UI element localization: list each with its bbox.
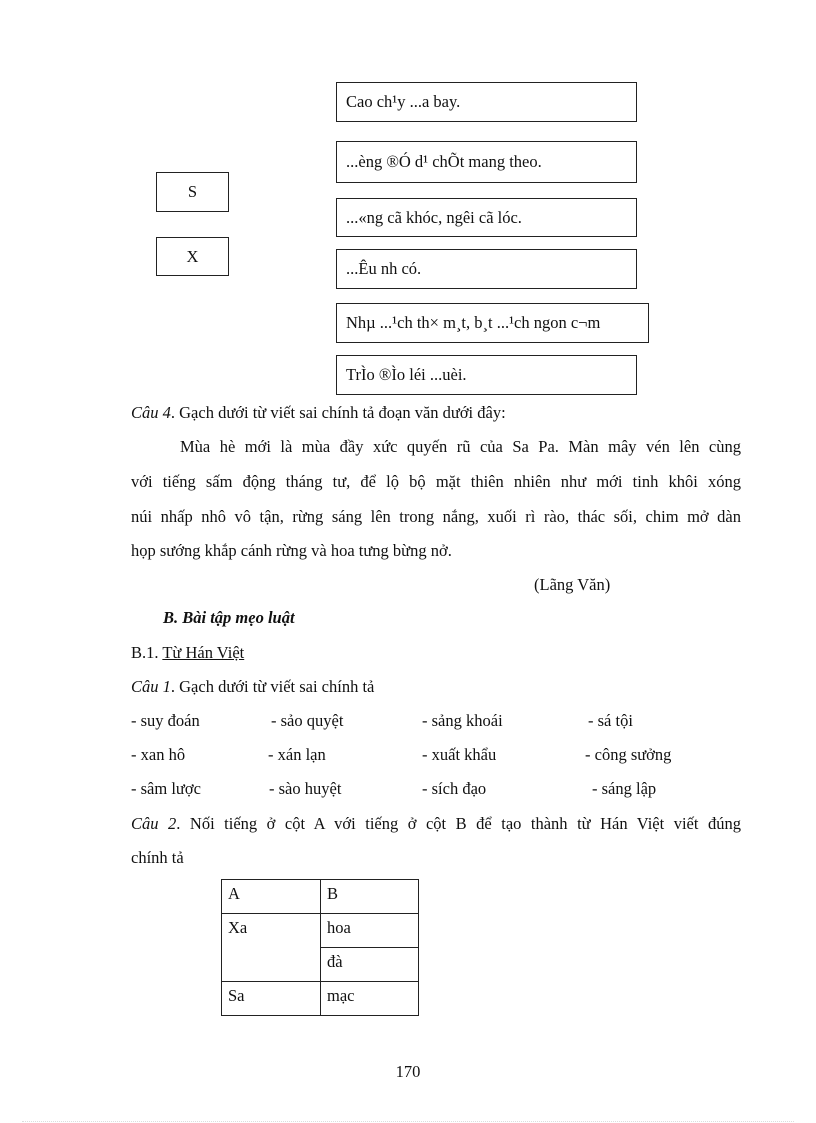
- cau4-author: [534, 575, 610, 595]
- section-b1-subtitle: Từ Hán Việt: [162, 643, 245, 662]
- cau4-para-line-1-text: Mùa hè mới là mùa đầy xức quyến rũ của Sa Pa. Màn mây vén lên cùng: [180, 437, 741, 456]
- cau1-word-r2c1: - xan hô: [131, 745, 186, 764]
- cau2-prompt-line-2-text: chính tả: [131, 848, 184, 867]
- cau4-para-line-3: [131, 507, 741, 527]
- match-box-right-1: [336, 82, 637, 122]
- cau4-para-line-4-text: họp sướng khắp cánh rừng và hoa tưng bừng nở.: [131, 541, 452, 560]
- match-box-s-label: S: [187, 182, 198, 201]
- cau1-word-r3c2: - sào huyệt: [269, 779, 342, 798]
- match-box-right-1-text: Cao ch¹y ...a bay.: [346, 92, 461, 111]
- cau4-para-line-2-text: với tiếng sấm động tháng tư, để lộ bộ mặt thiên nhiên như mới tinh khôi xóng: [131, 472, 741, 491]
- cau4-author-text: (Lãng Văn): [534, 575, 611, 594]
- match-box-right-3-text: ...«ng cã khóc, ngêi cã lóc.: [346, 207, 522, 227]
- cau1-word-r3c1: - sâm lược: [131, 779, 201, 798]
- cau1-word-r1c1: - suy đoán: [131, 711, 200, 730]
- match-box-x: [156, 237, 229, 276]
- cau1-word-r2c3: - xuất khẩu: [422, 745, 497, 764]
- table-cell-a1: Xa: [222, 914, 321, 982]
- cau4-para-line-1: [180, 437, 741, 457]
- page-number: 170: [395, 1062, 421, 1081]
- table-row: [222, 880, 419, 914]
- cau2-label: Câu 2: [131, 814, 177, 833]
- cau1-word-r2c2: - xán lạn: [268, 745, 326, 764]
- cau1-word-r2c4: - công sưởng: [585, 745, 672, 764]
- table-header-a: A: [222, 880, 321, 914]
- match-box-right-5-text: Nhµ ...¹ch th× m¸t, b¸t ...¹ch ngon c¬m: [346, 313, 601, 332]
- cau2-prompt-inner: [131, 814, 741, 833]
- match-box-right-4-text: ...Êu nh có.: [346, 259, 422, 278]
- cau2-prompt-text: . Nối tiếng ở cột A với tiếng ở cột B để tạo thành từ Hán Việt viết đúng: [176, 814, 741, 833]
- matching-table: [221, 879, 419, 1016]
- cau1-prompt: [131, 677, 374, 697]
- cau4-prompt: [131, 403, 506, 423]
- match-box-right-3: [336, 198, 637, 237]
- table-cell-b2: đà: [321, 948, 419, 982]
- page-bottom-divider: [22, 1121, 794, 1122]
- match-box-x-label: X: [186, 246, 199, 266]
- table-header-b: B: [321, 880, 419, 914]
- cau4-para-line-3-text: núi nhấp nhô vô tận, rừng sáng lên trong nắng, xuối rì rào, thác sối, chim mở dàn: [131, 507, 741, 526]
- section-b-heading-text: B. Bài tập mẹo luật: [163, 608, 295, 627]
- cau1-word-r3c4: - sáng lập: [592, 779, 657, 798]
- section-b1-title: [131, 643, 244, 663]
- cau2-prompt-line-2: [131, 848, 184, 868]
- table-cell-b1: hoa: [321, 914, 419, 948]
- match-box-right-6: [336, 355, 637, 395]
- cau2-prompt: [131, 814, 741, 834]
- table-row: [222, 914, 419, 948]
- cau1-word-r1c4: - sá tội: [588, 711, 633, 730]
- cau1-prompt-text: . Gạch dưới từ viết sai chính tả: [170, 677, 375, 696]
- section-b-heading: [163, 608, 295, 628]
- section-b1-prefix: B.1.: [131, 643, 163, 662]
- cau1-label: Câu 1: [131, 677, 171, 696]
- match-box-s: [156, 172, 229, 212]
- match-box-right-2: [336, 141, 637, 183]
- match-box-right-2-text: ...èng ®Ó d¹ chÕt mang theo.: [346, 152, 542, 171]
- table-cell-a2: Sa: [222, 982, 321, 1016]
- match-box-right-6-text: TrÌo ®Ìo léi ...uèi.: [346, 365, 467, 384]
- cau1-word-r1c2: - sảo quyệt: [271, 711, 344, 730]
- match-box-right-4: [336, 249, 637, 289]
- cau1-word-r3c3: - sích đạo: [422, 779, 487, 798]
- cau1-word-r1c3: - sảng khoái: [422, 711, 503, 730]
- cau4-label: Câu 4: [131, 403, 171, 422]
- table-row: [222, 982, 419, 1016]
- table-cell-b3: mạc: [321, 982, 419, 1016]
- cau4-para-line-4: [131, 541, 452, 561]
- match-box-right-5: [336, 303, 649, 343]
- cau4-prompt-text: . Gạch dưới từ viết sai chính tả đoạn văn dưới đây:: [170, 403, 506, 422]
- cau4-para-line-2: [131, 472, 741, 492]
